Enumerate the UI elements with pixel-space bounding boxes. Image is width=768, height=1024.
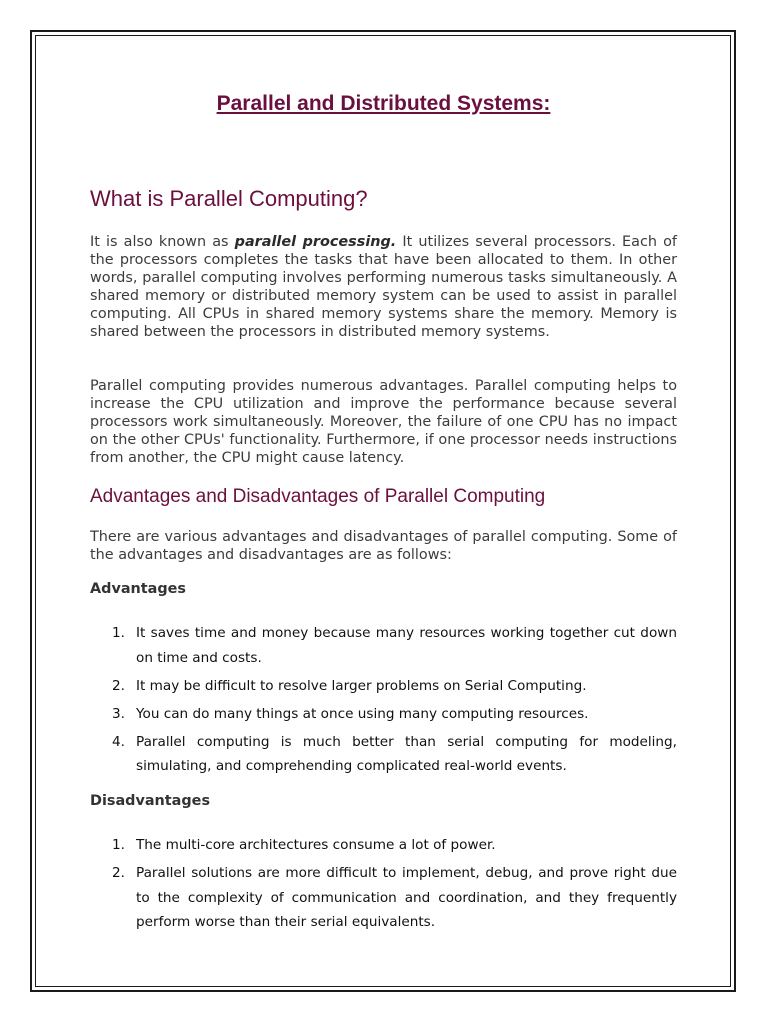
list-item-text: The multi-core architectures consume a lot of power.	[136, 837, 496, 853]
paragraph-definition	[90, 233, 677, 341]
list-item-number: 3.	[112, 705, 125, 722]
list-item	[90, 730, 677, 779]
disadvantages-list	[90, 833, 677, 938]
term-parallel-processing: parallel processing.	[234, 234, 397, 250]
paragraph-benefits: Parallel computing provides numerous advantages. Parallel computing helps to increase the CPU utilization and improve the performance because several processors work simultaneously. Moreover, the failure of one CPU has no impact on the other CPUs' functionality. Furthermore, if one processor needs instructions from another, the CPU might cause latency.	[90, 378, 677, 466]
list-item	[90, 833, 677, 858]
list-item-text: You can do many things at once using many computing resources.	[136, 705, 589, 722]
list-item-number: 2.	[112, 677, 125, 694]
list-item-text: It saves time and money because many resources working together cut down on time and costs.	[136, 625, 677, 666]
section-heading-parallel-computing: What is Parallel Computing?	[90, 186, 368, 211]
list-item-number: 1.	[112, 837, 125, 853]
list-item-text: It may be difficult to resolve larger problems on Serial Computing.	[136, 677, 587, 694]
list-item-number: 1.	[112, 625, 125, 641]
paragraph-definition-lead: It is also known as	[90, 234, 235, 250]
paragraph-definition-rest: It utilizes several processors. Each of the processors completes the tasks that have been allocated to them. In other words, parallel computing involves performing numerous tasks simultaneously. A shared memory or distributed memory system can be used to assist in parallel computing. All CPUs in shared memory systems share the memory. Memory is shared between the processors in distributed memory systems.	[90, 234, 677, 340]
document-title: Parallel and Distributed Systems:	[216, 92, 551, 115]
section-heading-advantages-disadvantages: Advantages and Disadvantages of Parallel Computing	[90, 486, 546, 507]
subheading-disadvantages: Disadvantages	[90, 793, 211, 809]
list-item	[90, 674, 677, 699]
list-item-number: 2.	[112, 865, 125, 881]
subheading-advantages: Advantages	[90, 581, 186, 597]
list-item	[90, 702, 677, 727]
paragraph-intro: There are various advantages and disadvantages of parallel computing. Some of the advantages and disadvantages are as follows:	[90, 529, 677, 563]
list-item-number: 4.	[112, 733, 125, 750]
list-item-text: Parallel solutions are more difficult to implement, debug, and prove right due to the complexity of communication and coordination, and they frequently perform worse than their serial equivalents.	[136, 865, 677, 930]
list-item-text: Parallel computing is much better than serial computing for modeling, simulating, and comprehending complicated real-world events.	[136, 733, 677, 774]
advantages-list	[90, 621, 677, 782]
list-item	[90, 621, 677, 670]
list-item	[90, 861, 677, 935]
